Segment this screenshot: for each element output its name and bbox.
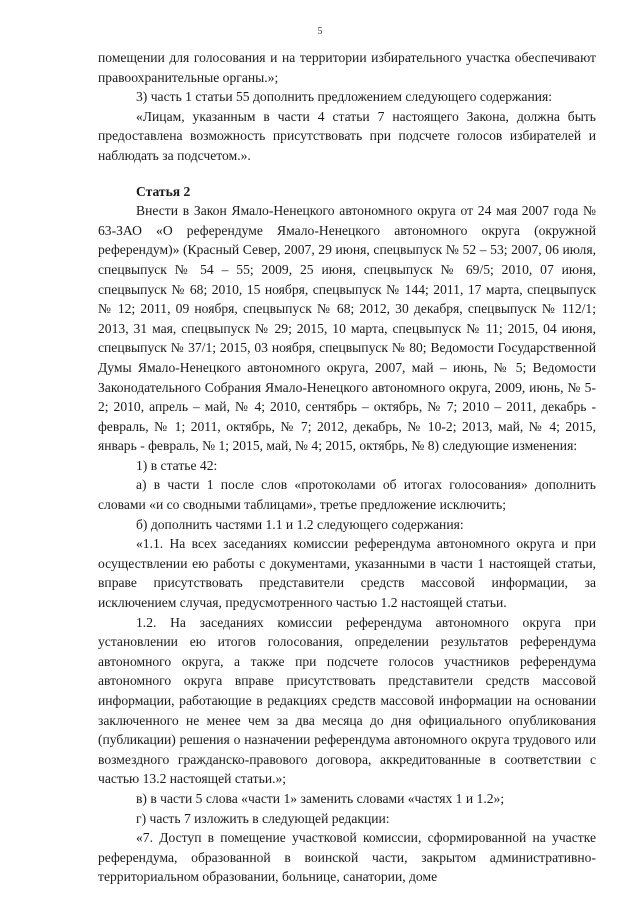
paragraph: 1) в статье 42: (136, 457, 218, 473)
paragraph: г) часть 7 изложить в следующей редакции: (136, 810, 390, 826)
paragraph: 1.2. На заседаниях комиссии референдума автономного округа при установлении ею итогов голосования, определении результатов референдума автономного округа, а также при подсчете голосов участников референдума автономного округа вправе присутствовать представители средств массовой информации, работающие в редакциях средств массовой информации на основании заключенного не менее чем за два месяца до дня официального опубликования (публикации) решения о назначении референдума автономного округа трудового или возмездного гражданско-правового договора, аккредитованные в соответствии с частью 13.2 настоящей статьи.»; (98, 614, 596, 787)
paragraph: в) в части 5 слова «части 1» заменить словами «частях 1 и 1.2»; (136, 790, 505, 806)
paragraph: «Лицам, указанным в части 4 статьи 7 настоящего Закона, должна быть предоставлена возможность присутствовать при подсчете голосов избирателей и наблюдать за подсчетом.». (98, 108, 596, 163)
paragraph: а) в части 1 после слов «протоколами об итогах голосования» дополнить словами «и со сводными таблицами», третье предложение исключить; (98, 477, 596, 513)
paragraph: «7. Доступ в помещение участковой комиссии, сформированной на участке референдума, образованной в воинской части, закрытом административно-территориальном образовании, больнице, санатории, доме (98, 830, 596, 885)
paragraph: помещении для голосования и на территории избирательного участка обеспечивают правоохранительные органы.»; (98, 50, 596, 85)
document-body (98, 48, 596, 887)
page-number: 5 (317, 26, 323, 37)
paragraph: Внести в Закон Ямало-Ненецкого автономного округа от 24 мая 2007 года № 63-ЗАО «О референдуме Ямало-Ненецкого автономного округа (окружной референдум)» (Красный Север, 2007, 29 июня, спецвыпуск № 52 – 53; 2007, 06 июля, спецвыпуск № 54 – 55; 2009, 25 июня, спецвыпуск № 69/5; 2010, 07 июня, спецвыпуск № 68; 2010, 15 ноября, спецвыпуск № 144; 2011, 17 марта, спецвыпуск № 12; 2011, 09 ноября, спецвыпуск № 68; 2012, 30 декабря, спецвыпуск № 112/1; 2013, 31 мая, спецвыпуск № 29; 2015, 10 марта, спецвыпуск № 11; 2015, 04 июня, спецвыпуск № 37/1; 2015, 03 ноября, спецвыпуск № 80; Ведомости Государственной Думы Ямало-Ненецкого автономного округа, 2007, май – июнь, № 5; Ведомости Законодательного Собрания Ямало-Ненецкого автономного округа, 2009, июнь, № 5-2; 2010, апрель – май, № 4; 2010, сентябрь – октябрь, № 7; 2010 – 2011, декабрь - февраль, № 1; 2011, октябрь, № 7; 2012, декабрь, № 10-2; 2013, май, № 4; 2015, январь - февраль, № 1; 2015, май, № 4; 2015, октябрь, № 8) следующие изменения: (98, 203, 596, 454)
paragraph: «1.1. На всех заседаниях комиссии референдума автономного округа и при осуществлении ею работы с документами, указанными в части 1 настоящей статьи, вправе присутствовать представители средств массовой информации, за исключением случая, предусмотренного частью 1.2 настоящей статьи. (98, 536, 596, 611)
paragraph: б) дополнить частями 1.1 и 1.2 следующего содержания: (136, 516, 464, 532)
article-heading: Статья 2 (136, 183, 191, 199)
paragraph: 3) часть 1 статьи 55 дополнить предложением следующего содержания: (136, 89, 553, 105)
